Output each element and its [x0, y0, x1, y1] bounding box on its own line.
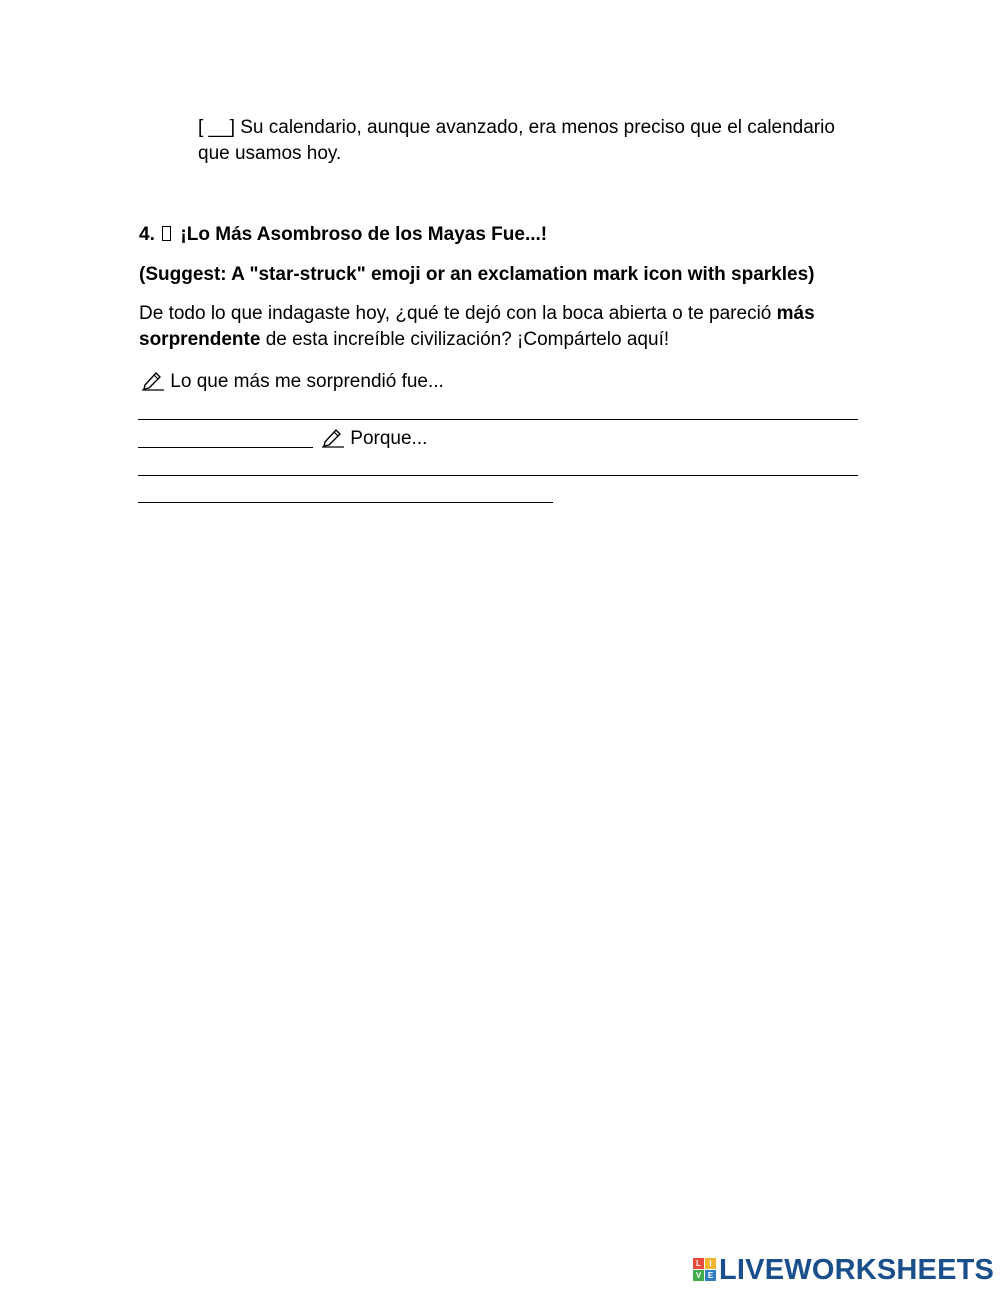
answer-line[interactable] — [138, 419, 858, 420]
answer-line[interactable] — [138, 475, 858, 476]
pencil-writing-icon — [321, 426, 345, 448]
paragraph-line-1 — [139, 301, 815, 327]
answer-line[interactable] — [138, 447, 313, 448]
option-line-1: [ __] Su calendario, aunque avanzado, era menos preciso que el calendario — [198, 117, 835, 138]
paragraph-text: De todo lo que indagaste hoy, ¿qué te dejó con la boca abierta o te pareció — [139, 303, 777, 324]
suggestion-note: (Suggest: A "star-struck" emoji or an exclamation mark icon with sparkles) — [139, 264, 815, 285]
answer-line[interactable] — [138, 502, 553, 503]
section-heading — [139, 222, 547, 248]
prompt-1 — [141, 369, 444, 395]
liveworksheets-logo — [693, 1253, 994, 1287]
paragraph-bold: sorprendente — [139, 329, 261, 350]
logo-block: E — [705, 1270, 716, 1281]
logo-text: LIVEWORKSHEETS — [719, 1253, 995, 1286]
prompt-2-text: Porque... — [350, 428, 428, 449]
missing-glyph-icon — [162, 226, 171, 241]
paragraph-bold: más — [776, 303, 815, 324]
option-line-2: que usamos hoy. — [198, 143, 342, 164]
paragraph-text: de esta increíble civilización? ¡Compártelo aquí! — [260, 329, 670, 350]
logo-block: L — [693, 1258, 704, 1269]
prompt-1-text: Lo que más me sorprendió fue... — [170, 371, 444, 392]
logo-blocks-icon — [693, 1258, 717, 1282]
prompt-2 — [321, 426, 427, 452]
logo-block: V — [693, 1270, 704, 1281]
paragraph-line-2 — [139, 327, 669, 353]
section-number: 4. — [139, 224, 155, 245]
section-title: ¡Lo Más Asombroso de los Mayas Fue...! — [180, 224, 548, 245]
pencil-writing-icon — [141, 369, 165, 391]
logo-block: I — [705, 1258, 716, 1269]
